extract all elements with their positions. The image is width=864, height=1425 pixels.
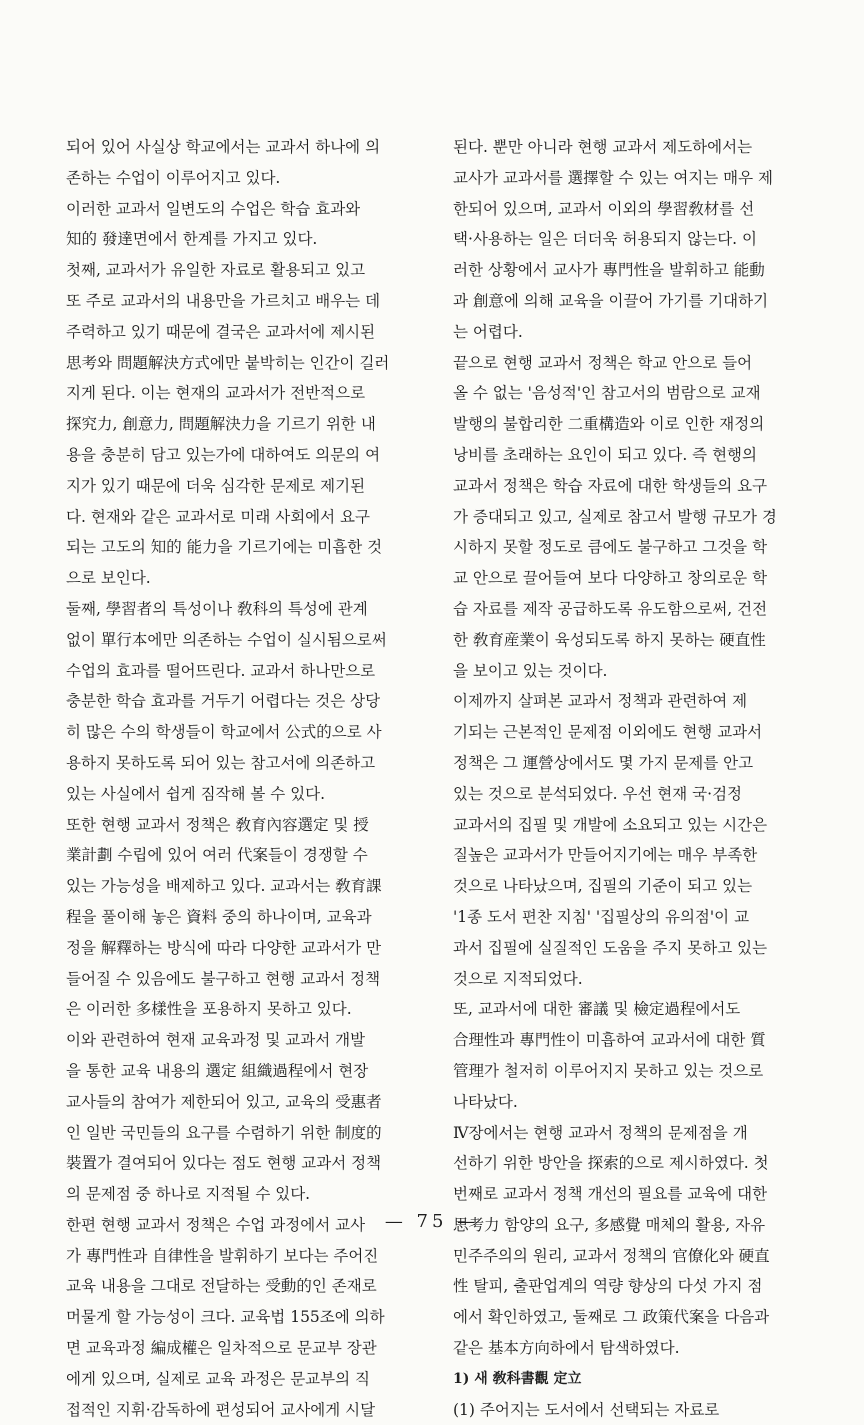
text-line: 교육 내용을 그대로 전달하는 受動的인 존재로 bbox=[66, 1277, 377, 1296]
text-line: 같은 基本方向하에서 탐색하였다. bbox=[453, 1339, 680, 1358]
text-line: 知的 發達면에서 한계를 가지고 있다. bbox=[66, 230, 318, 249]
text-line: 된다. 뿐만 아니라 현행 교과서 제도하에서는 bbox=[453, 138, 753, 156]
text-line: 번째로 교과서 정책 개선의 필요를 교육에 대한 bbox=[453, 1185, 768, 1204]
text-line: 러한 상황에서 교사가 專門性을 발휘하고 能動 bbox=[453, 261, 765, 280]
text-line: 시하지 못할 정도로 큼에도 불구하고 그것을 학 bbox=[453, 538, 768, 557]
text-line: 끝으로 현행 교과서 정책은 학교 안으로 들어 bbox=[453, 353, 753, 372]
text-line: 선하기 위한 방안을 探索的으로 제시하였다. 첫 bbox=[453, 1154, 769, 1173]
text-line: 또, 교과서에 대한 審議 및 檢定過程에서도 bbox=[453, 1000, 741, 1019]
text-line: 에게 있으며, 실제로 교육 과정은 문교부의 직 bbox=[66, 1369, 371, 1388]
page-number: — 75 — bbox=[384, 1211, 480, 1232]
text-line: 교과서의 집필 및 개발에 소요되고 있는 시간은 bbox=[453, 815, 768, 834]
text-line: 첫째, 교과서가 유일한 자료로 활용되고 있고 bbox=[66, 261, 366, 280]
text-line: Ⅳ장에서는 현행 교과서 정책의 문제점을 개 bbox=[453, 1123, 748, 1142]
text-line: 또 주로 교과서의 내용만을 가르치고 배우는 데 bbox=[66, 291, 381, 310]
text-line: 을 통한 교육 내용의 選定 組織過程에서 현장 bbox=[66, 1061, 369, 1080]
text-line: 과 創意에 의해 교육을 이끌어 가기를 기대하기 bbox=[453, 291, 769, 310]
text-line: 이러한 교과서 일변도의 수업은 학습 효과와 bbox=[66, 199, 361, 218]
text-line: 것으로 나타났으며, 집필의 기준이 되고 있는 bbox=[453, 877, 753, 896]
text-line: 교 안으로 끌어들여 보다 다양하고 창의로운 학 bbox=[453, 569, 768, 588]
text-line: 습 자료를 제작 공급하도록 유도함으로써, 건전 bbox=[453, 599, 768, 618]
text-line: 다. 현재와 같은 교과서로 미래 사회에서 요구 bbox=[66, 507, 371, 526]
text-line: 기되는 근본적인 문제점 이외에도 현행 교과서 bbox=[453, 723, 763, 742]
text-line: 合理性과 專門性이 미흡하여 교과서에 대한 質 bbox=[453, 1031, 766, 1050]
text-line: 교사가 교과서를 選擇할 수 있는 여지는 매우 제 bbox=[453, 168, 774, 187]
text-line: 한 敎育産業이 육성되도록 하지 못하는 硬直性 bbox=[453, 630, 766, 649]
text-line: 程을 풀이해 놓은 資料 중의 하나이며, 교육과 bbox=[66, 907, 372, 926]
text-line: 있는 것으로 분석되었다. 우선 현재 국·검정 bbox=[453, 784, 743, 803]
text-line: 지가 있기 때문에 더욱 심각한 문제로 제기된 bbox=[66, 476, 366, 495]
text-line: 業計劃 수립에 있어 여러 代案들이 경쟁할 수 bbox=[66, 846, 368, 865]
text-line: 충분한 학습 효과를 거두기 어렵다는 것은 상당 bbox=[66, 692, 381, 711]
text-line: 性 탈피, 출판업계의 역량 향상의 다섯 가지 점 bbox=[453, 1277, 763, 1296]
text-line: 또한 현행 교과서 정책은 敎育內容選定 및 授 bbox=[66, 815, 369, 834]
text-line: 정책은 그 運營상에서도 몇 가지 문제를 안고 bbox=[453, 753, 754, 772]
text-line: 있는 사실에서 쉽게 짐작해 볼 수 있다. bbox=[66, 784, 326, 803]
text-line: 思考力 함양의 요구, 多感覺 매체의 활용, 자유 bbox=[453, 1215, 766, 1234]
text-line: 주력하고 있기 때문에 결국은 교과서에 제시된 bbox=[66, 322, 376, 341]
text-line: 올 수 없는 '음성적'인 참고서의 범람으로 교재 bbox=[453, 384, 761, 403]
text-line: 것으로 지적되었다. bbox=[453, 969, 583, 988]
text-line: 과서 집필에 실질적인 도움을 주지 못하고 있는 bbox=[453, 938, 768, 957]
text-line: 한되어 있으며, 교과서 이외의 學習敎材를 선 bbox=[453, 199, 755, 218]
text-line: 수업의 효과를 떨어뜨린다. 교과서 하나만으로 bbox=[66, 661, 376, 680]
text-line: 용하지 못하도록 되어 있는 참고서에 의존하고 bbox=[66, 753, 376, 772]
text-line: 민주주의의 원리, 교과서 정책의 官僚化와 硬直 bbox=[453, 1246, 770, 1265]
text-line: 지게 된다. 이는 현재의 교과서가 전반적으로 bbox=[66, 384, 366, 403]
text-line: 택·사용하는 일은 더더욱 허용되지 않는다. 이 bbox=[453, 230, 758, 249]
text-line: 의 문제점 중 하나로 지적될 수 있다. bbox=[66, 1185, 311, 1204]
text-line: 히 많은 수의 학생들이 학교에서 公式的으로 사 bbox=[66, 723, 382, 742]
text-line: 교사들의 참여가 제한되어 있고, 교육의 受惠者 bbox=[66, 1092, 382, 1111]
text-line: 이와 관련하여 현재 교육과정 및 교과서 개발 bbox=[66, 1031, 366, 1050]
text-line: (1) 주어지는 도서에서 선택되는 자료로 bbox=[453, 1400, 720, 1419]
text-line: 면 교육과정 編成權은 일차적으로 문교부 장관 bbox=[66, 1339, 377, 1358]
text-line: 접적인 지휘·감독하에 편성되어 교사에게 시달 bbox=[66, 1400, 376, 1419]
text-line: 용을 충분히 담고 있는가에 대하여도 의문의 여 bbox=[66, 445, 381, 464]
text-line: 思考와 問題解決方式에만 붙박히는 인간이 길러 bbox=[66, 353, 390, 372]
text-line: 질높은 교과서가 만들어지기에는 매우 부족한 bbox=[453, 846, 758, 865]
text-line: 들어질 수 있음에도 불구하고 현행 교과서 정책 bbox=[66, 969, 381, 988]
text-line: 에서 확인하였고, 둘째로 그 政策代案을 다음과 bbox=[453, 1308, 770, 1327]
text-line: 교과서 정책은 학습 자료에 대한 학생들의 요구 bbox=[453, 476, 768, 495]
text-line: 管理가 철저히 이루어지지 못하고 있는 것으로 bbox=[453, 1061, 764, 1080]
text-line: 을 보이고 있는 것이다. bbox=[453, 661, 608, 680]
text-line: 이제까지 살펴본 교과서 정책과 관련하여 제 bbox=[453, 692, 748, 711]
text-line: 낭비를 초래하는 요인이 되고 있다. 즉 현행의 bbox=[453, 445, 758, 464]
text-line: 발행의 불합리한 二重構造와 이로 인한 재정의 bbox=[453, 415, 765, 434]
text-line: 정을 解釋하는 방식에 따라 다양한 교과서가 만 bbox=[66, 938, 382, 957]
text-line: '1종 도서 편찬 지침' '집필상의 유의점'이 교 bbox=[453, 907, 750, 926]
text-line: 인 일반 국민들의 요구를 수렴하기 위한 制度的 bbox=[66, 1123, 382, 1142]
text-line: 되는 고도의 知的 能力을 기르기에는 미흡한 것 bbox=[66, 538, 383, 557]
text-line: 나타났다. bbox=[453, 1092, 518, 1111]
text-line: 머물게 할 가능성이 크다. 교육법 155조에 의하 bbox=[66, 1308, 385, 1327]
text-line: 裝置가 결여되어 있다는 점도 현행 교과서 정책 bbox=[66, 1154, 382, 1173]
text-line: 은 이러한 多樣性을 포용하지 못하고 있다. bbox=[66, 1000, 352, 1019]
text-line: 는 어렵다. bbox=[453, 322, 523, 341]
text-line: 되어 있어 사실상 학교에서는 교과서 하나에 의 bbox=[66, 138, 381, 156]
text-line: 있는 가능성을 배제하고 있다. 교과서는 敎育課 bbox=[66, 877, 382, 896]
text-line: 으로 보인다. bbox=[66, 569, 151, 588]
text-line: 가 증대되고 있고, 실제로 참고서 발행 규모가 경 bbox=[453, 507, 777, 526]
text-line: 探究力, 創意力, 問題解決力을 기르기 위한 내 bbox=[66, 415, 376, 434]
text-line: 둘째, 學習者의 특성이나 敎科의 특성에 관계 bbox=[66, 599, 368, 618]
text-line: 없이 單行本에만 의존하는 수업이 실시됨으로써 bbox=[66, 630, 387, 649]
text-line: 가 專門性과 自律性을 발휘하기 보다는 주어진 bbox=[66, 1246, 379, 1265]
text-line: 존하는 수업이 이루어지고 있다. bbox=[66, 168, 281, 187]
text-line: 한편 현행 교과서 정책은 수업 과정에서 교사 bbox=[66, 1215, 366, 1234]
text-line: 1) 새 敎科書觀 定立 bbox=[453, 1370, 582, 1387]
